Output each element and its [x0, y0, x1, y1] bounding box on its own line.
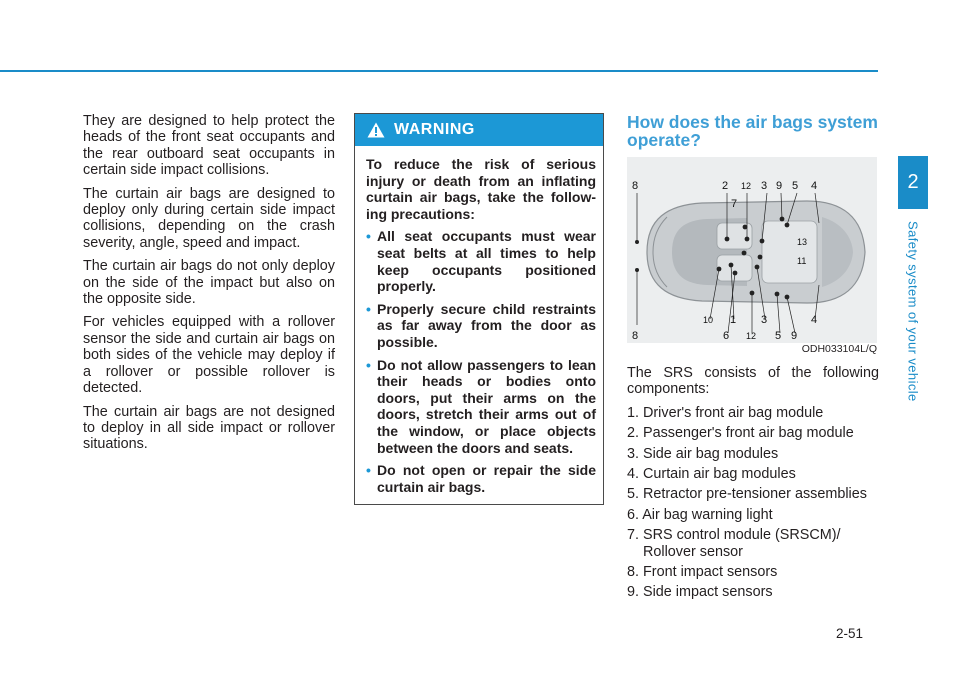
list-item: 9. Side impact sensors	[627, 584, 773, 601]
warning-box	[354, 113, 604, 505]
airbag-figure	[627, 157, 877, 355]
list-item: 8. Front impact sensors	[627, 564, 778, 581]
bullet-icon: •	[366, 356, 371, 373]
header-rule	[0, 70, 878, 72]
components-list	[627, 405, 879, 601]
warning-list	[366, 228, 596, 495]
section-title: How does the air bags system operate?	[627, 112, 878, 150]
list-item: 2. Passenger's front air bag module	[627, 425, 854, 442]
figure-label: 5	[775, 330, 782, 342]
paragraph: The curtain air bags are not designed to deploy in all side impact or rollover situations.	[83, 403, 335, 453]
figure-label: 12	[741, 181, 752, 191]
figure-label: 4	[811, 314, 818, 326]
figure-label: 8	[632, 180, 639, 192]
figure-label: 2	[722, 180, 729, 192]
paragraph: The curtain air bags are designed to deploy only during certain side impact collisions, depending on the crash severity, angle, speed and impact.	[83, 185, 335, 251]
figure-label: 13	[797, 237, 808, 247]
warning-item: • All seat occupants must wear seat belts at all times to help keep occupants positioned properly.	[366, 228, 596, 295]
warning-item: • Do not allow passengers to lean their heads or bodies onto doors, put their arms on the doors, stretch their arms out of the window, or place objects between the doors and seats.	[366, 356, 596, 456]
bullet-icon: •	[366, 462, 371, 479]
car-airbag-diagram	[627, 157, 877, 343]
components-intro: The SRS consists of the following components:	[627, 365, 879, 398]
left-column	[83, 113, 335, 460]
bullet-icon: •	[366, 300, 371, 317]
warning-body	[355, 146, 603, 495]
figure-label: 8	[632, 330, 639, 342]
chapter-title: Safety system of your vehicle	[905, 221, 921, 402]
paragraph: For vehicles equipped with a rollover sensor the side and curtain air bags on both sides of the vehicle may deploy if a rollover or possible rollover is detected.	[83, 314, 335, 397]
list-item: 3. Side air bag modules	[627, 445, 779, 462]
right-column	[627, 113, 879, 605]
figure-label: 10	[703, 315, 714, 325]
list-item: 4. Curtain air bag modules	[627, 466, 796, 483]
figure-label: 3	[761, 314, 768, 326]
paragraph: The curtain air bags do not only deploy on the side of the impact but also on the opposite side.	[83, 258, 335, 308]
figure-label: 4	[811, 180, 818, 192]
list-item: 1. Driver's front air bag module	[627, 404, 824, 421]
figure-caption: ODH033104L/Q	[801, 343, 877, 355]
warning-item: • Properly secure child restraints as far away from the door as possible.	[366, 300, 596, 350]
figure-label: 5	[792, 180, 799, 192]
figure-label: 9	[776, 180, 783, 192]
figure-label: 3	[761, 180, 768, 192]
list-item: 6. Air bag warning light	[627, 506, 773, 523]
warning-header	[355, 114, 603, 146]
warning-title: WARNING	[394, 121, 475, 138]
warning-intro: To reduce the risk of serious injury or death from an inflating curtain air bags, take the follow-ing precautions:	[366, 156, 596, 222]
figure-label: 1	[730, 314, 737, 326]
figure-label: 6	[723, 330, 730, 342]
bullet-icon: •	[366, 228, 371, 245]
page-number: 2-51	[836, 626, 864, 641]
figure-label: 12	[746, 331, 757, 341]
warning-triangle-icon	[367, 122, 385, 138]
chapter-number: 2	[898, 156, 928, 209]
warning-item: • Do not open or repair the side curtain air bags.	[366, 462, 596, 495]
list-item: 5. Retractor pre-tensioner assemblies	[627, 486, 867, 503]
chapter-tab	[898, 156, 928, 414]
figure-label: 11	[797, 256, 807, 266]
paragraph: They are designed to help protect the heads of the front seat occupants and the rear outboard seat occupants in certain side impact collisions.	[83, 113, 335, 179]
list-item: 7. SRS control module (SRSCM)/ Rollover sensor	[627, 527, 841, 560]
figure-label: 9	[791, 330, 798, 342]
figure-label: 7	[731, 198, 738, 210]
